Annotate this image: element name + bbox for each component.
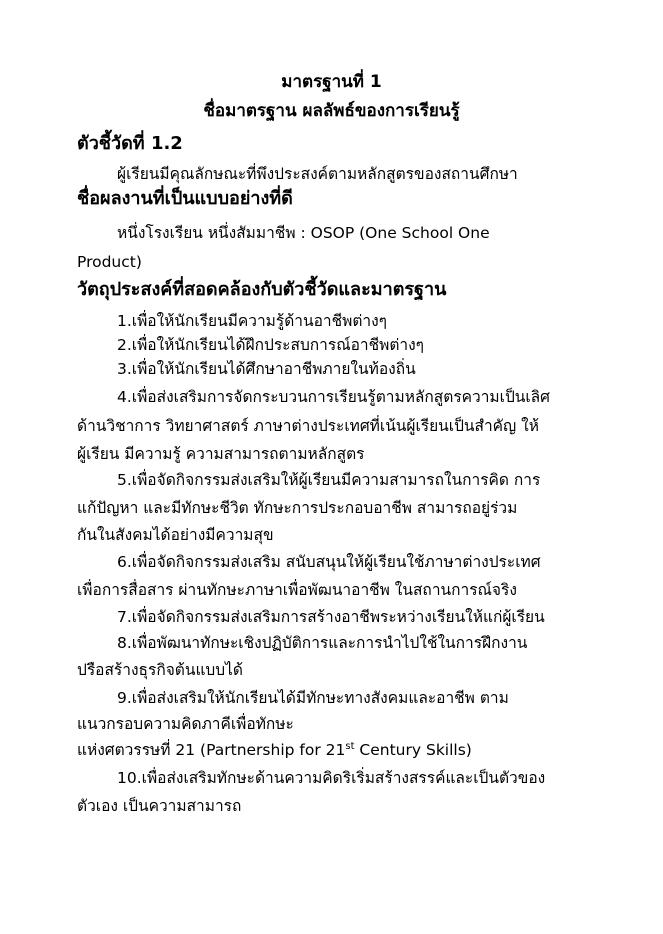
work-title-line-2: Product) [77, 253, 142, 271]
objective-4-line-3: ผู้เรียน มีความรู้ ความสามารถตามหลักสูตร [77, 445, 365, 463]
objective-5-line-2: แก้ปัญหา และมีทักษะชีวิต ทักษะการประกอบอาชีพ สามารถอยู่ร่วม [77, 499, 518, 517]
work-title-line-1: หนึ่งโรงเรียน หนึ่งสัมมาชีพ : OSOP (One School One [117, 224, 490, 242]
objective-6-line-2: เพื่อการสื่อสาร ผ่านทักษะภาษาเพื่อพัฒนาอาชีพ ในสถานการณ์จริง [77, 581, 517, 599]
indicator-heading: ตัวชี้วัดที่ 1.2 [77, 133, 183, 154]
objective-9-line-3-post: Century Skills) [354, 741, 472, 759]
objective-8-line-1: 8.เพื่อพัฒนาทักษะเชิงปฏิบัติการและการนำไปใช้ในการฝึกงาน [117, 634, 528, 652]
indicator-text: ผู้เรียนมีคุณลักษณะที่พึงประสงค์ตามหลักสูตรของสถานศึกษา [117, 165, 518, 183]
objective-9-line-2: แนวกรอบความคิดภาคีเพื่อทักษะ [77, 715, 294, 733]
objective-7: 7.เพื่อจัดกิจกรรมส่งเสริมการสร้างอาชีพระหว่างเรียนให้แก่ผู้เรียน [117, 608, 545, 626]
objective-9-line-3-pre: แห่งศตวรรษที่ 21 (Partnership for 21 [77, 741, 346, 759]
objective-5-line-3: กันในสังคมได้อย่างมีความสุข [77, 526, 274, 544]
objective-6-line-1: 6.เพื่อจัดกิจกรรมส่งเสริม สนับสนุนให้ผู้เรียนใช้ภาษาต่างประเทศ [117, 553, 541, 571]
objective-4-line-1: 4.เพื่อส่งเสริมการจัดกระบวนการเรียนรู้ตามหลักสูตรความเป็นเลิศ [117, 388, 551, 406]
objectives-heading: วัตถุประสงค์ที่สอดคล้องกับตัวชี้วัดและมาตรฐาน [77, 279, 447, 300]
objective-4-line-2: ด้านวิชาการ วิทยาศาสตร์ ภาษาต่างประเทศที่เน้นผู้เรียนเป็นสำคัญ ให้ [77, 417, 539, 435]
standard-number: มาตรฐานที่ 1 [281, 72, 382, 92]
objective-2: 2.เพื่อให้นักเรียนได้ฝึกประสบการณ์อาชีพต่างๆ [117, 336, 425, 354]
objective-1: 1.เพื่อให้นักเรียนมีความรู้ด้านอาชีพต่างๆ [117, 312, 387, 330]
standard-name: ชื่อมาตรฐาน ผลลัพธ์ของการเรียนรู้ [203, 101, 460, 121]
objective-9-line-3 [77, 739, 472, 761]
objective-8-line-2: ปรือสร้างธุรกิจต้นแบบได้ [77, 661, 243, 679]
objective-3: 3.เพื่อให้นักเรียนได้ศึกษาอาชีพภายในท้องถิ่น [117, 360, 416, 378]
objective-9-line-1: 9.เพื่อส่งเสริมให้นักเรียนได้มีทักษะทางสังคมและอาชีพ ตาม [117, 689, 509, 707]
objective-10-line-1: 10.เพื่อส่งเสริมทักษะด้านความคิดริเริ่มสร้างสรรค์และเป็นตัวของ [117, 769, 546, 787]
work-heading: ชื่อผลงานที่เป็นแบบอย่างที่ดี [77, 188, 293, 209]
ordinal-superscript: st [345, 740, 355, 752]
objective-10-line-2: ตัวเอง เป็นความสามารถ [77, 797, 242, 815]
objective-5-line-1: 5.เพื่อจัดกิจกรรมส่งเสริมให้ผู้เรียนมีความสามารถในการคิด การ [117, 471, 541, 489]
